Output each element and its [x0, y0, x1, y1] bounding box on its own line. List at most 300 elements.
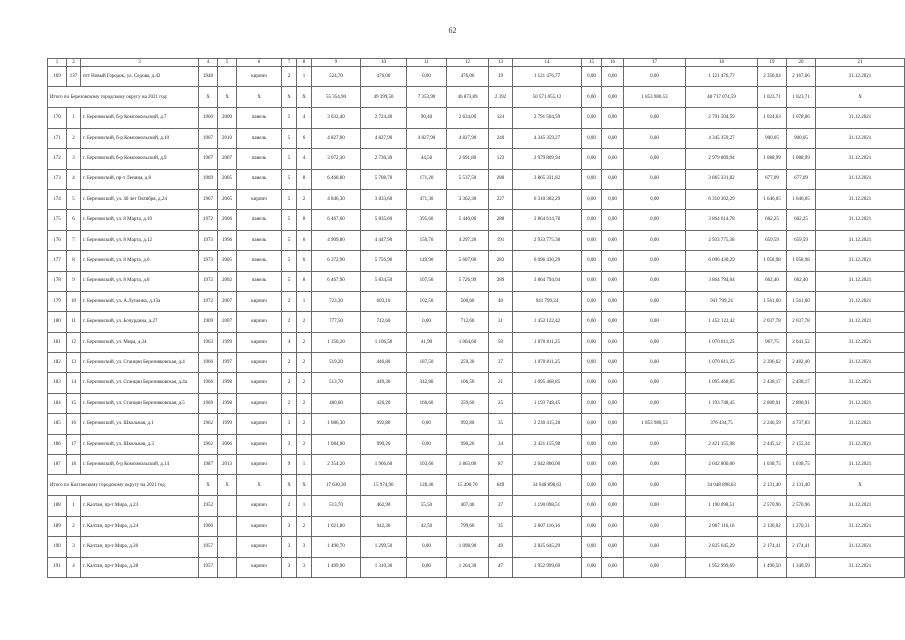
table-cell: 1 070 811,25	[513, 332, 582, 352]
table-cell: 3 032,40	[312, 108, 361, 128]
table-cell: 5 607,00	[447, 251, 489, 271]
column-header-14: 14	[513, 59, 582, 67]
table-cell: 1972	[199, 291, 218, 311]
table-cell: 10	[67, 291, 81, 311]
table-cell: 1 561,60	[787, 291, 816, 311]
column-header-8: 8	[297, 59, 312, 67]
table-cell: 2 724,40	[361, 108, 407, 128]
table-cell: 0,00	[602, 414, 624, 434]
table-cell: 0,00	[582, 516, 602, 536]
table-cell: 42,50	[407, 516, 447, 536]
table-cell: 34	[489, 434, 513, 454]
table-cell: 103,60	[407, 455, 447, 475]
table-cell: 2 791 504,59	[513, 108, 582, 128]
table-cell: 6 372,90	[312, 251, 361, 271]
table-cell: 0,00	[602, 67, 624, 87]
table-cell: 1 106,50	[361, 332, 407, 352]
table-cell: 662,40	[787, 271, 816, 291]
table-cell: 5	[282, 128, 297, 148]
table-cell: 462,90	[361, 496, 407, 516]
table-cell: 1	[297, 496, 312, 516]
table-cell: 2	[67, 516, 81, 536]
table-cell: 124	[489, 108, 513, 128]
table-cell: 13	[67, 353, 81, 373]
table-cell: 1998	[218, 373, 237, 393]
column-header-16: 16	[602, 59, 624, 67]
subtotal-cell: 17 630,30	[312, 475, 361, 496]
table-cell: 2007	[218, 312, 237, 332]
table-cell: 176	[48, 230, 67, 250]
table-cell: 1998	[218, 393, 237, 413]
table-cell: 1 038,75	[758, 455, 787, 475]
table-cell: 476,00	[361, 67, 407, 87]
table-cell: 799,60	[447, 516, 489, 536]
table-cell: 0,00	[602, 516, 624, 536]
table-cell: 289	[489, 271, 513, 291]
table-cell: 0,00	[602, 108, 624, 128]
table-cell: 4 737,83	[787, 414, 816, 434]
table-cell: 2 421 155,98	[686, 434, 758, 454]
subtotal-row	[48, 87, 905, 108]
table-cell: 0,00	[582, 189, 602, 209]
table-cell: 149,90	[407, 251, 447, 271]
table-cell: 712,60	[361, 312, 407, 332]
table-cell: 191	[48, 557, 67, 577]
table-cell: 177	[48, 251, 67, 271]
table-cell: 25	[489, 393, 513, 413]
subtotal-cell: 7 353,90	[407, 87, 447, 108]
table-cell: 1	[67, 108, 81, 128]
table-cell: 0,00	[624, 332, 686, 352]
table-cell: панель	[237, 149, 282, 169]
table-cell: кирпич	[237, 67, 282, 87]
table-row	[48, 312, 905, 332]
table-cell: 2006	[218, 210, 237, 230]
table-cell: 183	[48, 373, 67, 393]
column-header-1: 1	[48, 59, 67, 67]
table-cell: 0,00	[582, 210, 602, 230]
table-cell: 0,00	[624, 271, 686, 291]
table-cell: 1 070 811,25	[686, 353, 758, 373]
table-cell: 2 007 116,16	[686, 516, 758, 536]
table-cell: 723,30	[312, 291, 361, 311]
table-cell: панель	[237, 169, 282, 189]
table-cell: 2 421 155,98	[513, 434, 582, 454]
table-cell: 0,00	[602, 455, 624, 475]
address-cell: г. Березовский, ул. 8 Марта, д.8	[81, 271, 199, 291]
table-cell: 4 827,90	[361, 128, 407, 148]
table-cell: 15	[67, 393, 81, 413]
table-cell: 3	[67, 537, 81, 557]
table-cell: 18	[67, 455, 81, 475]
table-cell: кирпич	[237, 189, 282, 209]
table-cell: 4	[67, 169, 81, 189]
table-cell: 1 190 098,51	[686, 496, 758, 516]
table-cell: 0,00	[407, 537, 447, 557]
table-cell: 0,00	[582, 271, 602, 291]
table-cell: кирпич	[237, 373, 282, 393]
table-cell: 2 438,17	[758, 373, 787, 393]
table-cell: 4 827,90	[407, 128, 447, 148]
subtotal-cell: 2 131,40	[758, 475, 787, 496]
table-cell: 3 864 794,04	[513, 271, 582, 291]
table-cell: 5	[67, 189, 81, 209]
table-cell: 106,50	[447, 373, 489, 393]
table-cell: 2 933 775,38	[513, 230, 582, 250]
table-cell: 1	[297, 455, 312, 475]
table-cell: 2 800,91	[787, 393, 816, 413]
table-cell: 8	[297, 169, 312, 189]
table-cell: 186	[48, 434, 67, 454]
table-cell: 2 396,62	[758, 353, 787, 373]
table-cell: 2 356,04	[758, 67, 787, 87]
table-cell: 1 270,31	[787, 516, 816, 536]
table-cell: 0,00	[582, 291, 602, 311]
table-cell: 0,00	[582, 373, 602, 393]
table-cell: 1966	[199, 108, 218, 128]
table-row	[48, 149, 905, 169]
table-cell: 31.12.2021	[816, 516, 905, 536]
table-cell: 1 064,60	[447, 332, 489, 352]
table-cell: 0,00	[582, 67, 602, 87]
table-cell: 50	[489, 332, 513, 352]
table-cell: 31.12.2021	[816, 414, 905, 434]
table-cell: 0,00	[602, 189, 624, 209]
table-cell: 0,00	[602, 291, 624, 311]
table-cell: 5 835,60	[361, 210, 407, 230]
table-cell: 4 447,90	[361, 230, 407, 250]
table-cell: 1962	[199, 414, 218, 434]
table-cell: 519,20	[312, 353, 361, 373]
table-cell: 0,00	[602, 312, 624, 332]
table-cell: 2 174,41	[758, 537, 787, 557]
table-cell: 0,00	[582, 230, 602, 250]
table-cell: 0,00	[407, 414, 447, 434]
table-cell: 2005	[218, 189, 237, 209]
table-cell: 407,40	[447, 496, 489, 516]
table-cell: панель	[237, 251, 282, 271]
subtotal-cell: 0,00	[624, 475, 686, 496]
table-cell: 31.12.2021	[816, 353, 905, 373]
table-cell: 2	[282, 312, 297, 332]
table-cell: кирпич	[237, 537, 282, 557]
table-cell: 2 791 504,59	[686, 108, 758, 128]
table-cell: 677,09	[787, 169, 816, 189]
table-cell: 171	[48, 128, 67, 148]
table-cell: 662,25	[758, 210, 787, 230]
table-cell: 2000	[218, 108, 237, 128]
table-cell: 900,05	[787, 128, 816, 148]
table-cell: 87	[489, 455, 513, 475]
table-cell: 2 933 775,38	[686, 230, 758, 250]
table-cell: 5 708,70	[361, 169, 407, 189]
address-cell: г. Березовский, ул. Мира, д.34	[81, 332, 199, 352]
table-cell: 3 864 614,78	[513, 210, 582, 230]
table-cell: 5	[282, 149, 297, 169]
table-cell: 1 088,99	[758, 149, 787, 169]
table-cell: 31.12.2021	[816, 67, 905, 87]
table-cell: 2 438,17	[787, 373, 816, 393]
subtotal-cell: 2 131,40	[787, 475, 816, 496]
table-cell: 5 726,99	[447, 271, 489, 291]
table-cell: 1969	[199, 169, 218, 189]
subtotal-cell: X	[297, 475, 312, 496]
table-cell: 2	[282, 67, 297, 87]
table-cell: 1 340,59	[787, 557, 816, 577]
table-cell: 3 864 794,04	[686, 271, 758, 291]
table-cell: 1952	[199, 496, 218, 516]
table-cell: 0,00	[624, 496, 686, 516]
table-cell	[218, 516, 237, 536]
table-cell: 1 190 098,51	[513, 496, 582, 516]
table-cell: панель	[237, 210, 282, 230]
table-cell: 2 042 800,00	[686, 455, 758, 475]
table-cell: 4	[297, 108, 312, 128]
table-row	[48, 537, 905, 557]
table-row	[48, 210, 905, 230]
housing-register-table	[47, 58, 905, 578]
table-cell: 395,60	[407, 210, 447, 230]
table-cell: 171,20	[407, 169, 447, 189]
table-cell: 179	[48, 291, 67, 311]
table-cell: 3 864 614,78	[686, 210, 758, 230]
subtotal-cell: X	[218, 475, 237, 496]
table-row	[48, 108, 905, 128]
table-cell: 1 095 468,85	[686, 373, 758, 393]
table-cell: 1 853 980,53	[624, 414, 686, 434]
table-cell: 0,00	[602, 393, 624, 413]
address-cell: г. Березовский, ул. Станции Березняковская, д.4а	[81, 373, 199, 393]
table-cell: 2 825 645,29	[686, 537, 758, 557]
table-cell: 90,40	[407, 108, 447, 128]
table-cell: 426,20	[361, 393, 407, 413]
table-cell: 0,00	[602, 353, 624, 373]
table-row	[48, 353, 905, 373]
table-cell: 2 037,78	[758, 312, 787, 332]
table-cell: 2 570,96	[787, 496, 816, 516]
table-cell: 376 434,75	[686, 414, 758, 434]
table-cell: 0,00	[407, 557, 447, 577]
table-cell: 1 021,80	[312, 516, 361, 536]
table-cell: 0,00	[582, 557, 602, 577]
table-cell: 1 452 122,42	[513, 312, 582, 332]
table-cell	[218, 557, 237, 577]
table-cell: 170	[48, 108, 67, 128]
table-cell: 280	[489, 169, 513, 189]
table-cell: 2 979 809,94	[513, 149, 582, 169]
table-cell: 5	[282, 271, 297, 291]
table-cell: 342,80	[407, 373, 447, 393]
table-cell: 47	[489, 557, 513, 577]
table-cell: 3	[297, 537, 312, 557]
subtotal-cell: 0,00	[582, 87, 602, 108]
table-cell: 1 299,50	[361, 537, 407, 557]
table-cell: 471,30	[407, 189, 447, 209]
table-cell: 0,00	[624, 67, 686, 87]
table-cell: 3	[282, 414, 297, 434]
table-cell: 6 096 430,29	[513, 251, 582, 271]
table-cell: 175	[48, 210, 67, 230]
table-cell: 5	[282, 108, 297, 128]
table-cell: 0,00	[582, 393, 602, 413]
table-cell: кирпич	[237, 496, 282, 516]
table-cell: 0,00	[624, 393, 686, 413]
subtotal-cell: 1 023,71	[787, 87, 816, 108]
table-cell: панель	[237, 271, 282, 291]
page-number: 62	[448, 26, 457, 35]
subtotal-cell: 128,40	[407, 475, 447, 496]
subtotal-cell: X	[237, 475, 282, 496]
table-cell: 2 736,30	[361, 149, 407, 169]
table-cell: 0,00	[582, 537, 602, 557]
subtotal-cell: 34 048 898,63	[686, 475, 758, 496]
table-cell: 1	[297, 291, 312, 311]
table-cell: кирпич	[237, 312, 282, 332]
table-cell: 1 952 999,69	[513, 557, 582, 577]
table-cell	[218, 67, 237, 87]
table-cell: 6 467,90	[312, 271, 361, 291]
table-cell: 1 193 748,45	[686, 393, 758, 413]
table-cell: 1 084,00	[312, 434, 361, 454]
table-cell: 1960	[199, 516, 218, 536]
table-cell: 31.12.2021	[816, 128, 905, 148]
table-cell: 2013	[218, 455, 237, 475]
table-cell: 0,00	[602, 496, 624, 516]
table-cell: 0,00	[582, 251, 602, 271]
subtotal-cell: X	[816, 475, 905, 496]
table-cell: 777,50	[312, 312, 361, 332]
table-cell: 4	[282, 332, 297, 352]
table-cell: 0,00	[624, 149, 686, 169]
table-cell: 102,50	[407, 291, 447, 311]
table-cell: 0,00	[624, 128, 686, 148]
table-cell: 1967	[199, 149, 218, 169]
table-cell: 5	[282, 189, 297, 209]
table-cell: 992,80	[361, 414, 407, 434]
table-cell: 2 825 645,29	[513, 537, 582, 557]
table-cell: 1 350,20	[312, 332, 361, 352]
table-cell: 5 834,50	[361, 271, 407, 291]
table-cell: кирпич	[237, 434, 282, 454]
table-cell: 2	[297, 189, 312, 209]
table-cell: 31.12.2021	[816, 251, 905, 271]
table-cell: 0,00	[624, 455, 686, 475]
table-cell: 0,00	[602, 169, 624, 189]
table-cell: 2 167,66	[787, 67, 816, 87]
table-cell: 166,60	[407, 393, 447, 413]
table-cell: 8	[67, 251, 81, 271]
table-cell: кирпич	[237, 332, 282, 352]
column-number-header	[48, 59, 905, 67]
column-header-11: 11	[407, 59, 447, 67]
table-cell: 1969	[199, 393, 218, 413]
table-cell: 0,00	[602, 557, 624, 577]
table-cell: 0,00	[624, 230, 686, 250]
table-cell: 107,50	[407, 271, 447, 291]
table-cell: 941 799,24	[513, 291, 582, 311]
table-cell: 1 121 476,77	[513, 67, 582, 87]
table-cell: 2005	[218, 251, 237, 271]
address-cell: г. Березовский, ул. Школьная, д.3	[81, 434, 199, 454]
table-cell: 9	[282, 455, 297, 475]
table-cell: 31.12.2021	[816, 557, 905, 577]
table-cell: 189	[48, 516, 67, 536]
table-cell: 0,00	[602, 271, 624, 291]
table-cell: 1 058,98	[787, 251, 816, 271]
subtotal-cell: X	[218, 87, 237, 108]
table-cell: 2	[297, 434, 312, 454]
table-row	[48, 291, 905, 311]
table-cell: 2 007 116,16	[513, 516, 582, 536]
table-cell: кирпич	[237, 516, 282, 536]
table-cell: 1 070 811,25	[513, 353, 582, 373]
table-cell: 0,00	[624, 189, 686, 209]
table-cell: 2 174,41	[787, 537, 816, 557]
subtotal-cell: 34 048 898,63	[513, 475, 582, 496]
table-cell: 227	[489, 189, 513, 209]
address-cell: г. Березовский, ул. 8 Марта, д.12	[81, 230, 199, 250]
table-cell: 2	[297, 393, 312, 413]
table-cell: 3	[67, 149, 81, 169]
table-cell: 0,00	[582, 128, 602, 148]
table-cell: 1 490,70	[312, 537, 361, 557]
column-header-17: 17	[624, 59, 686, 67]
table-cell: 1 095 468,85	[513, 373, 582, 393]
address-cell: пгт Новый Городок, ул. Седова, д.42	[81, 67, 199, 87]
table-cell: 446,80	[361, 353, 407, 373]
table-cell: 1 024,63	[758, 108, 787, 128]
table-cell: 3 865 331,82	[686, 169, 758, 189]
table-cell: 1 038,75	[787, 455, 816, 475]
address-cell: г. Березовский, ул. Станции Березняковская, д.4	[81, 353, 199, 373]
table-cell: 0,00	[602, 434, 624, 454]
table-cell: 1 310,30	[361, 557, 407, 577]
table-cell: 0,00	[582, 414, 602, 434]
table-cell: 41,90	[407, 332, 447, 352]
table-cell: 0,00	[602, 230, 624, 250]
table-cell: 1 952 999,69	[686, 557, 758, 577]
table-cell: 2 037,78	[787, 312, 816, 332]
table-cell: 2002	[218, 271, 237, 291]
table-cell: 6 310 302,29	[686, 189, 758, 209]
address-cell: г. Березовский, ул. Школьная, д.1	[81, 414, 199, 434]
table-cell: 0,00	[624, 210, 686, 230]
table-cell: 1957	[199, 557, 218, 577]
table-cell: кирпич	[237, 291, 282, 311]
table-cell: 137	[67, 67, 81, 87]
table-row	[48, 128, 905, 148]
table-row	[48, 516, 905, 536]
table-cell: 31.12.2021	[816, 189, 905, 209]
table-cell: 2	[282, 373, 297, 393]
table-cell: 513,70	[312, 373, 361, 393]
subtotal-cell: X	[237, 87, 282, 108]
column-header-6: 6	[237, 59, 282, 67]
table-cell: 662,40	[758, 271, 787, 291]
table-cell: 2	[297, 312, 312, 332]
table-cell: 1966	[199, 373, 218, 393]
table-cell: 40	[489, 291, 513, 311]
column-header-7: 7	[282, 59, 297, 67]
table-cell: 2 979 809,94	[686, 149, 758, 169]
address-cell: г. Березовский, ул. 40 лет Октября, д.24	[81, 189, 199, 209]
table-cell: 992,80	[447, 414, 489, 434]
table-cell: 0,00	[407, 434, 447, 454]
subtotal-cell: 1 853 980,53	[624, 87, 686, 108]
table-cell: 1	[67, 496, 81, 516]
table-cell: 0,00	[624, 537, 686, 557]
table-cell: 1996	[218, 230, 237, 250]
